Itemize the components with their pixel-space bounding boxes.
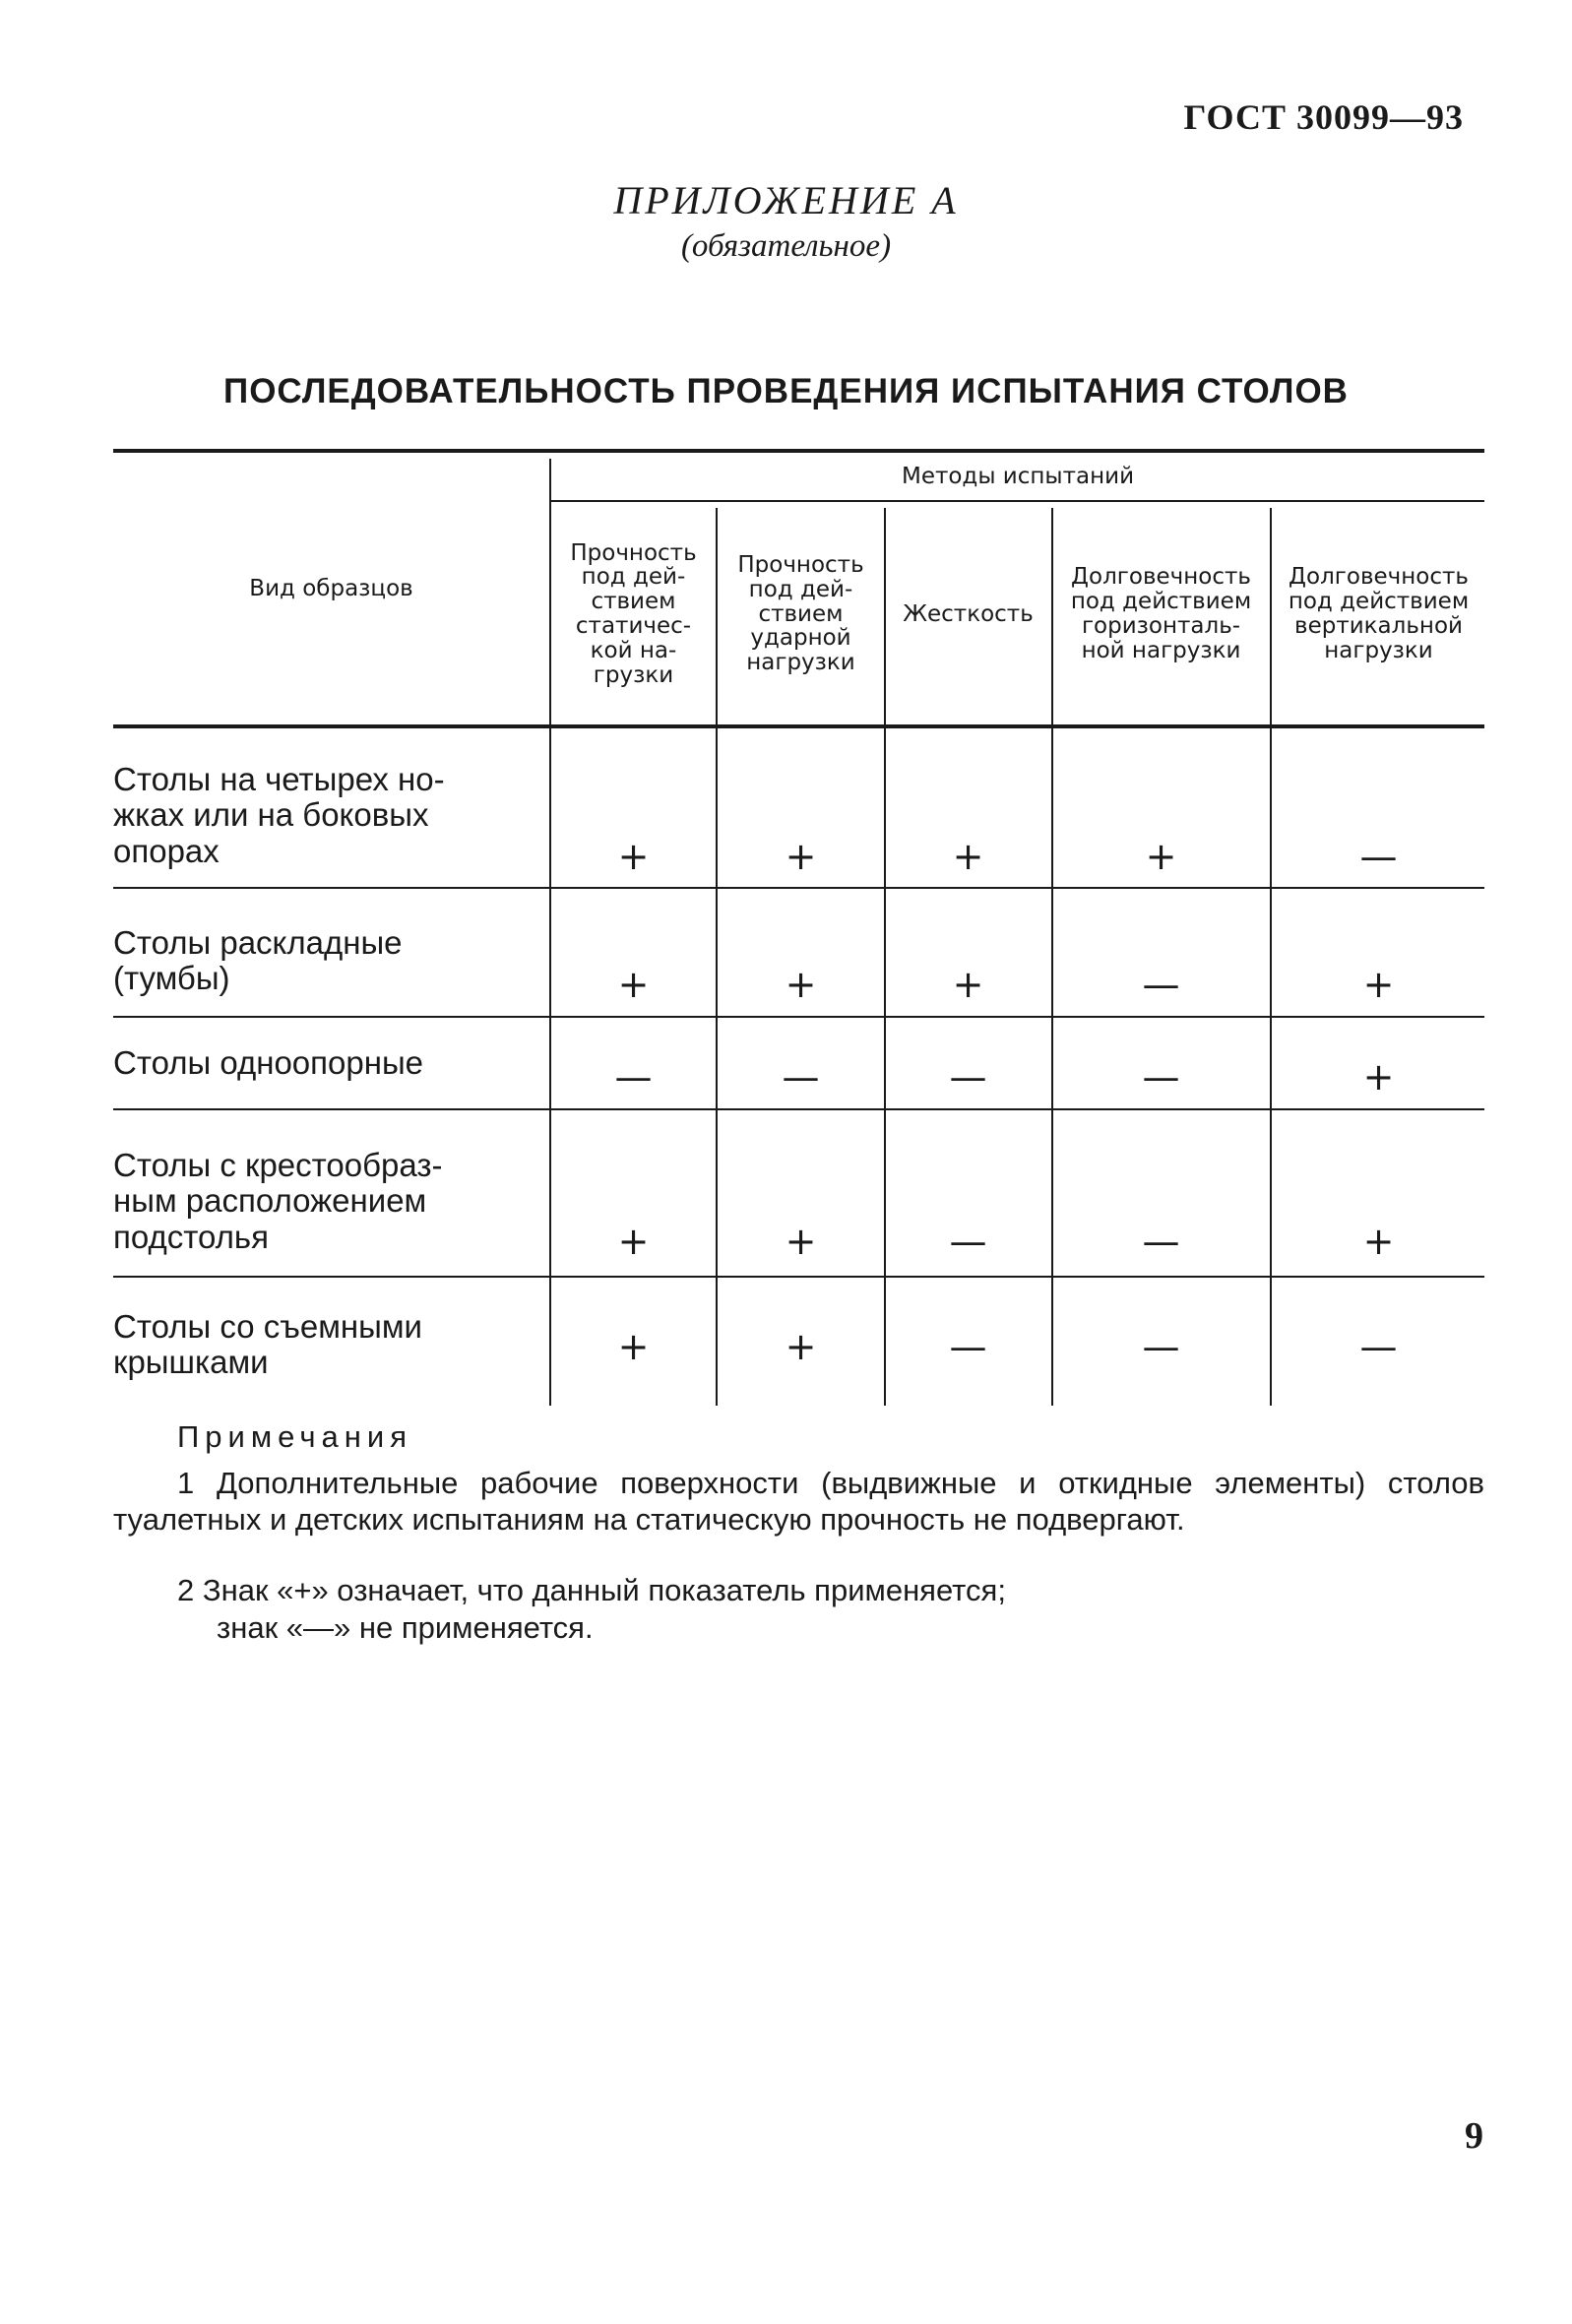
- mark-r2-c4: —: [1142, 963, 1180, 1006]
- col-rule-3: [1051, 508, 1053, 1406]
- mark-r3-c4: —: [1142, 1055, 1180, 1099]
- row-label-3: Столы одноопорные: [113, 1044, 424, 1081]
- row-rule-1: [113, 887, 1484, 889]
- mark-r3-c5: +: [1362, 1055, 1395, 1099]
- column-header-static: Прочность под дей- ствием статичес- кой на- грузки: [570, 539, 697, 688]
- appendix-note: (обязательное): [680, 228, 892, 264]
- col-rule-1: [716, 508, 718, 1406]
- note-2-continued: знак «—» не применяется.: [217, 1610, 594, 1645]
- mark-r3-c1: —: [614, 1055, 653, 1099]
- row-label-2: Столы раскладные (тумбы): [113, 924, 403, 997]
- mark-r5-c5: —: [1359, 1325, 1398, 1368]
- mark-r4-c3: —: [949, 1220, 987, 1263]
- appendix-title: ПРИЛОЖЕНИЕ А: [613, 178, 959, 222]
- group-header-rule: [551, 500, 1484, 502]
- test-sequence-table: [113, 449, 1484, 1406]
- mark-r1-c4: +: [1145, 835, 1177, 878]
- mark-r4-c1: +: [617, 1220, 650, 1263]
- document-code: ГОСТ 30099—93: [1183, 97, 1464, 137]
- col-rule-0: [549, 459, 551, 1406]
- column-header-impact: Прочность под дей- ствием ударной нагрузки: [737, 551, 864, 676]
- header-bottom-rule: [113, 724, 1484, 728]
- mark-r4-c4: —: [1142, 1220, 1180, 1263]
- mark-r2-c2: +: [785, 963, 817, 1006]
- mark-r5-c1: +: [617, 1325, 650, 1368]
- column-header-rigidity: Жесткость: [903, 600, 1034, 627]
- mark-r5-c4: —: [1142, 1325, 1180, 1368]
- row-rule-4: [113, 1276, 1484, 1278]
- note-2: 2 Знак «+» означает, что данный показатель применяется;: [177, 1573, 1006, 1607]
- row-label-5: Столы со съемными крышками: [113, 1308, 422, 1381]
- mark-r2-c3: +: [952, 963, 984, 1006]
- row-label-1: Столы на четырех но- жках или на боковых опорах: [113, 761, 445, 869]
- mark-r1-c1: +: [617, 835, 650, 878]
- notes-heading: Примечания: [177, 1419, 412, 1454]
- col-rule-2: [884, 508, 886, 1406]
- mark-r4-c2: +: [785, 1220, 817, 1263]
- document-title: ПОСЛЕДОВАТЕЛЬНОСТЬ ПРОВЕДЕНИЯ ИСПЫТАНИЯ СТОЛОВ: [223, 372, 1349, 410]
- page-number: 9: [1465, 2115, 1483, 2157]
- mark-r1-c5: —: [1359, 835, 1398, 878]
- mark-r2-c1: +: [617, 963, 650, 1006]
- row-label-4: Столы с крестообраз- ным расположением подстолья: [113, 1147, 443, 1255]
- row-header: Вид образцов: [249, 575, 413, 601]
- mark-r3-c3: —: [949, 1055, 987, 1099]
- mark-r1-c2: +: [785, 835, 817, 878]
- mark-r1-c3: +: [952, 835, 984, 878]
- col-rule-4: [1270, 508, 1272, 1406]
- mark-r2-c5: +: [1362, 963, 1395, 1006]
- mark-r5-c3: —: [949, 1325, 987, 1368]
- note-1: 1 Дополнительные рабочие поверхности (выдвижные и откидные элементы) столов туалетных и детских испытаниям на статическую прочность не подвергают.: [113, 1466, 1484, 1538]
- mark-r5-c2: +: [785, 1325, 817, 1368]
- mark-r4-c5: +: [1362, 1220, 1395, 1263]
- column-header-horizontal: Долговечность под действием горизонталь- ной нагрузки: [1070, 564, 1252, 663]
- group-header: Методы испытаний: [901, 463, 1135, 489]
- row-rule-2: [113, 1016, 1484, 1018]
- mark-r3-c2: —: [782, 1055, 820, 1099]
- row-rule-3: [113, 1108, 1484, 1110]
- column-header-vertical: Долговечность под действием вертикальной нагрузки: [1288, 564, 1470, 663]
